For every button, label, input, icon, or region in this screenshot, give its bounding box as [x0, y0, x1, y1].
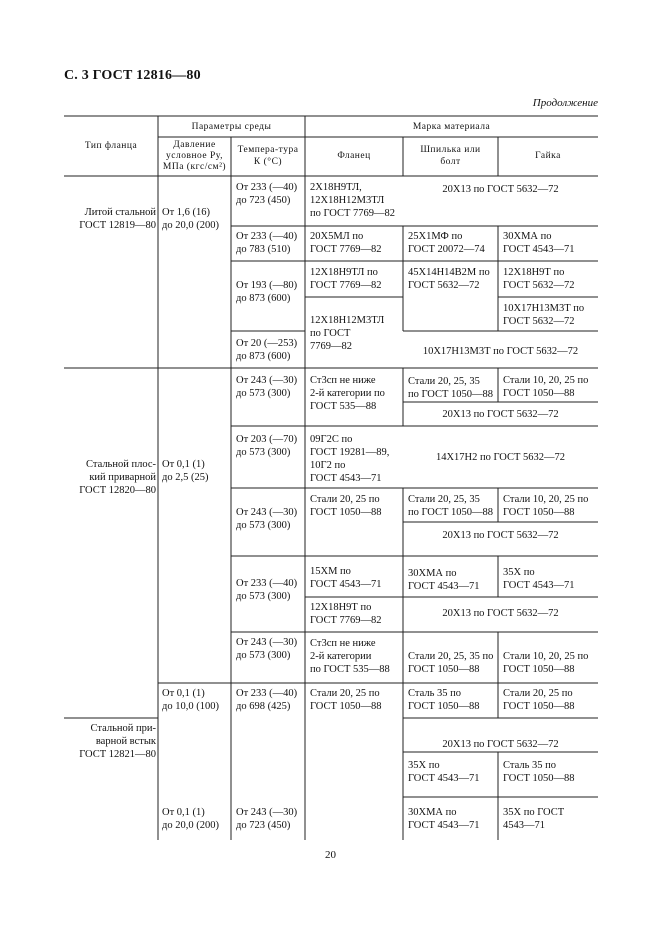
- stud-material: 25Х1МФ по ГОСТ 20072—74: [408, 231, 485, 255]
- flange-material: 2Х18Н9ТЛ, 12Х18Н12М3ТЛ по ГОСТ 7769—82: [310, 182, 396, 219]
- stud-material: 35Х по ГОСТ 4543—71: [408, 760, 480, 784]
- nut-material: 30ХМА по ГОСТ 4543—71: [503, 231, 575, 255]
- flange-material: Ст3сп не ниже 2-й категории по ГОСТ 535—88: [310, 375, 385, 412]
- pressure-cell: От 1,6 (16) до 20,0 (200): [162, 207, 219, 231]
- stud-nut-span: 20Х13 по ГОСТ 5632—72: [442, 184, 559, 195]
- nut-material: 35Х по ГОСТ 4543—71: [503, 807, 565, 831]
- page-number: 20: [325, 849, 336, 861]
- flange-material: 12Х18Н9ТЛ по ГОСТ 7769—82: [310, 267, 382, 291]
- nut-material: 35Х по ГОСТ 4543—71: [503, 567, 575, 591]
- flange-material: 15ХМ по ГОСТ 4543—71: [310, 566, 382, 590]
- stud-material: Стали 20, 25, 35 по ГОСТ 1050—88: [408, 376, 494, 400]
- nut-material: 10Х17Н13М3Т по ГОСТ 5632—72: [503, 303, 585, 327]
- flange-material: 12Х18Н12М3ТЛ по ГОСТ 7769—82: [310, 315, 385, 352]
- temperature-cell: От 233 (—40) до 698 (425): [236, 688, 298, 712]
- nut-material: Стали 20, 25 по ГОСТ 1050—88: [503, 688, 575, 712]
- temperature-cell: От 233 (—40) до 783 (510): [236, 231, 298, 255]
- stud-material: 45Х14Н14В2М по ГОСТ 5632—72: [408, 267, 490, 291]
- temperature-cell: От 233 (—40) до 723 (450): [236, 182, 298, 206]
- nut-material: Стали 10, 20, 25 по ГОСТ 1050—88: [503, 494, 589, 518]
- temperature-cell: От 243 (—30) до 573 (300): [236, 375, 298, 399]
- stud-material: 30ХМА по ГОСТ 4543—71: [408, 568, 480, 592]
- pressure-cell: От 0,1 (1) до 2,5 (25): [162, 459, 209, 483]
- col-head-stud-bolt: Шпилька или болт: [420, 145, 481, 167]
- temperature-cell: От 243 (—30) до 573 (300): [236, 507, 298, 531]
- stud-nut-span: 20Х13 по ГОСТ 5632—72: [442, 608, 559, 619]
- col-head-nut: Гайка: [535, 151, 561, 161]
- col-head-flange-type: Тип фланца: [84, 141, 138, 151]
- col-head-flange: Фланец: [337, 151, 371, 161]
- continuation-label: Продолжение: [532, 97, 598, 109]
- stud-material: Сталь 35 по ГОСТ 1050—88: [408, 688, 480, 712]
- flange-type-butt-welded: Стальной при- варной встык ГОСТ 12821—80: [79, 723, 156, 760]
- flange-type-cast: Литой стальной ГОСТ 12819—80: [79, 207, 156, 231]
- stud-nut-span: 14Х17Н2 по ГОСТ 5632—72: [435, 452, 566, 463]
- stud-material: Стали 20, 25, 35 по ГОСТ 1050—88: [408, 651, 494, 675]
- flange-material: Ст3сп не ниже 2-й категории по ГОСТ 535—88: [310, 638, 390, 675]
- pressure-cell: От 0,1 (1) до 10,0 (100): [162, 688, 219, 712]
- flange-material: 12Х18Н9Т по ГОСТ 7769—82: [310, 602, 382, 626]
- stud-nut-span: 20Х13 по ГОСТ 5632—72: [442, 409, 559, 420]
- flange-type-flat-welded: Стальной плос- кий приварной ГОСТ 12820—80: [79, 459, 156, 496]
- page-header: С. 3 ГОСТ 12816—80: [64, 68, 201, 83]
- pressure-cell: От 0,1 (1) до 20,0 (200): [162, 807, 219, 831]
- stud-nut-span: 20Х13 по ГОСТ 5632—72: [442, 739, 559, 750]
- temperature-cell: От 20 (—253) до 873 (600): [236, 338, 298, 362]
- stud-material: 30ХМА по ГОСТ 4543—71: [408, 807, 480, 831]
- stud-nut-span: 20Х13 по ГОСТ 5632—72: [442, 530, 559, 541]
- col-head-temperature: Темпера-тура К (°С): [237, 145, 299, 167]
- temperature-cell: От 203 (—70) до 573 (300): [236, 434, 298, 458]
- nut-material: Стали 10, 20, 25 по ГОСТ 1050—88: [503, 651, 589, 675]
- nut-material: Сталь 35 по ГОСТ 1050—88: [503, 760, 575, 784]
- temperature-cell: От 193 (—80) до 873 (600): [236, 280, 298, 304]
- temperature-cell: От 233 (—40) до 573 (300): [236, 578, 298, 602]
- col-head-material-grade: Марка материала: [412, 122, 491, 132]
- temperature-cell: От 243 (—30) до 573 (300): [236, 637, 298, 661]
- nut-material: Стали 10, 20, 25 по ГОСТ 1050—88: [503, 375, 589, 399]
- temperature-cell: От 243 (—30) до 723 (450): [236, 807, 298, 831]
- col-head-pressure: Давление условное Pу, МПа (кгс/см²): [162, 140, 227, 172]
- flange-material: Стали 20, 25 по ГОСТ 1050—88: [310, 494, 382, 518]
- nut-material: 12Х18Н9Т по ГОСТ 5632—72: [503, 267, 575, 291]
- stud-material: Стали 20, 25, 35 по ГОСТ 1050—88: [408, 494, 494, 518]
- col-head-env-params: Параметры среды: [191, 122, 272, 132]
- flange-material: 20Х5МЛ по ГОСТ 7769—82: [310, 231, 382, 255]
- flange-material: Стали 20, 25 по ГОСТ 1050—88: [310, 688, 382, 712]
- flange-material: 09Г2С по ГОСТ 19281—89, 10Г2 по ГОСТ 4543—71: [310, 434, 390, 484]
- stud-nut-span: 10Х17Н13М3Т по ГОСТ 5632—72: [422, 346, 579, 357]
